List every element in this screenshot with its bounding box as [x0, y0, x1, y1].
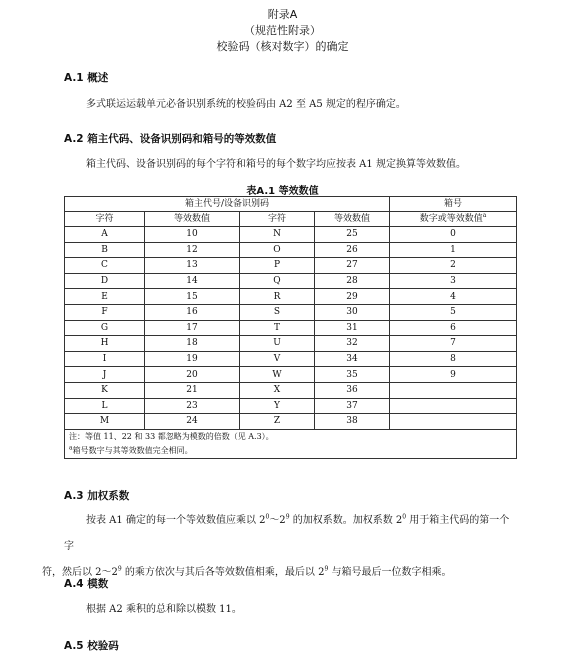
cell-digit: 8: [390, 351, 517, 367]
superscript: 0: [402, 513, 407, 521]
text-run: 的加权系数。加权系数 2: [289, 515, 403, 526]
table-row: [65, 227, 517, 243]
section-a1-text: 多式联运运载单元必备识别系统的校验码由 A2 至 A5 规定的程序确定。: [86, 99, 406, 110]
cell-char: O: [240, 242, 315, 258]
cell-value: 19: [145, 351, 240, 367]
cell-digit: [390, 382, 517, 398]
table-row: [65, 351, 517, 367]
cell-char: U: [240, 336, 315, 352]
cell-digit: [390, 414, 517, 430]
cell-char: R: [240, 289, 315, 305]
footnote-mark: a: [69, 444, 73, 452]
cell-value: 28: [315, 273, 390, 289]
superscript: 0: [265, 513, 270, 521]
table-row: [65, 273, 517, 289]
table-row: [65, 289, 517, 305]
cell-value: 31: [315, 320, 390, 336]
equivalent-values-table: [64, 196, 517, 459]
normative-label: （规范性附录）: [244, 24, 321, 37]
table-note-2-text: 箱号数字与其等效数值完全相同。: [72, 445, 193, 455]
table-row: [65, 258, 517, 274]
col-header-digit-label: 数字或等效数值: [419, 214, 483, 224]
cell-char: I: [65, 351, 145, 367]
cell-char: B: [65, 242, 145, 258]
cell-value: 29: [315, 289, 390, 305]
section-a2-heading: A.2 箱主代码、设备识别码和箱号的等效数值: [64, 133, 277, 145]
cell-value: 36: [315, 382, 390, 398]
table-caption: 表A.1 等效数值: [246, 186, 319, 197]
col-header-digit: [390, 212, 517, 227]
cell-char: Y: [240, 398, 315, 414]
table-row: [65, 382, 517, 398]
cell-char: T: [240, 320, 315, 336]
cell-value: 14: [145, 273, 240, 289]
cell-value: 15: [145, 289, 240, 305]
cell-char: D: [65, 273, 145, 289]
cell-char: V: [240, 351, 315, 367]
appendix-label: 附录A: [267, 8, 298, 21]
superscript: 9: [324, 565, 329, 573]
cell-digit: 1: [390, 242, 517, 258]
cell-char: H: [65, 336, 145, 352]
table-row: [65, 336, 517, 352]
table-group-header-owner: 箱主代号/设备识别码: [65, 197, 390, 212]
cell-value: 38: [315, 414, 390, 430]
cell-value: 20: [145, 367, 240, 383]
cell-value: 12: [145, 242, 240, 258]
cell-char: J: [65, 367, 145, 383]
cell-value: 26: [315, 242, 390, 258]
cell-char: Q: [240, 273, 315, 289]
table-group-header-serial: 箱号: [390, 197, 517, 212]
text-run: 符，然后以 2～2: [42, 567, 118, 578]
table-row: [65, 320, 517, 336]
cell-value: 32: [315, 336, 390, 352]
cell-digit: 0: [390, 227, 517, 243]
cell-value: 18: [145, 336, 240, 352]
cell-value: 21: [145, 382, 240, 398]
text-run: ～2: [269, 515, 286, 526]
cell-char: F: [65, 304, 145, 320]
table-row: [65, 367, 517, 383]
table-row: [65, 414, 517, 430]
cell-value: 37: [315, 398, 390, 414]
section-a2-text: 箱主代码、设备识别码的每个字符和箱号的每个数字均应按表 A1 规定换算等效数值。: [86, 159, 466, 170]
cell-digit: 9: [390, 367, 517, 383]
cell-value: 13: [145, 258, 240, 274]
cell-value: 30: [315, 304, 390, 320]
cell-value: 35: [315, 367, 390, 383]
cell-digit: 7: [390, 336, 517, 352]
cell-digit: [390, 398, 517, 414]
cell-char: K: [65, 382, 145, 398]
cell-value: 25: [315, 227, 390, 243]
col-header-char-1: 字符: [65, 212, 145, 227]
col-header-char-2: 字符: [240, 212, 315, 227]
cell-digit: 3: [390, 273, 517, 289]
cell-value: 17: [145, 320, 240, 336]
cell-char: M: [65, 414, 145, 430]
text-run: 与箱号最后一位数字相乘。: [328, 567, 452, 578]
table-row: [65, 304, 517, 320]
cell-value: 27: [315, 258, 390, 274]
section-a4-heading: A.4 模数: [64, 578, 109, 590]
section-a3-text: [42, 508, 516, 586]
cell-char: X: [240, 382, 315, 398]
appendix-title: 校验码（核对数字）的确定: [216, 40, 349, 53]
cell-char: Z: [240, 414, 315, 430]
cell-char: C: [65, 258, 145, 274]
table-note-1: 注：等值 11、22 和 33 都忽略为模数的倍数（见 A.3）。: [69, 431, 274, 441]
table-row: [65, 398, 517, 414]
table-row: [65, 242, 517, 258]
cell-char: L: [65, 398, 145, 414]
col-header-value-2: 等效数值: [315, 212, 390, 227]
cell-char: W: [240, 367, 315, 383]
section-a3-heading: A.3 加权系数: [64, 490, 130, 502]
section-a1-heading: A.1 概述: [64, 72, 109, 84]
cell-value: 34: [315, 351, 390, 367]
table-notes: [65, 429, 517, 458]
text-run: 的乘方依次与其后各等效数值相乘，最后以 2: [121, 567, 325, 578]
superscript: 9: [285, 513, 290, 521]
cell-value: 23: [145, 398, 240, 414]
cell-value: 16: [145, 304, 240, 320]
cell-char: A: [65, 227, 145, 243]
col-header-value-1: 等效数值: [145, 212, 240, 227]
footnote-mark: a: [482, 212, 487, 219]
cell-digit: 5: [390, 304, 517, 320]
cell-char: G: [65, 320, 145, 336]
cell-digit: 4: [390, 289, 517, 305]
cell-digit: 6: [390, 320, 517, 336]
cell-value: 24: [145, 414, 240, 430]
section-a4-text: 根据 A2 乘积的总和除以模数 11。: [86, 604, 242, 615]
cell-char: E: [65, 289, 145, 305]
cell-value: 10: [145, 227, 240, 243]
section-a5-heading: A.5 校验码: [64, 640, 119, 652]
table-note-2: [69, 444, 516, 458]
text-run: 用于箱主代码的第一个字: [64, 515, 510, 552]
cell-char: P: [240, 258, 315, 274]
cell-digit: 2: [390, 258, 517, 274]
text-run: 按表 A1 确定的每一个等效数值应乘以 2: [86, 515, 266, 526]
superscript: 9: [117, 565, 122, 573]
cell-char: S: [240, 304, 315, 320]
cell-char: N: [240, 227, 315, 243]
